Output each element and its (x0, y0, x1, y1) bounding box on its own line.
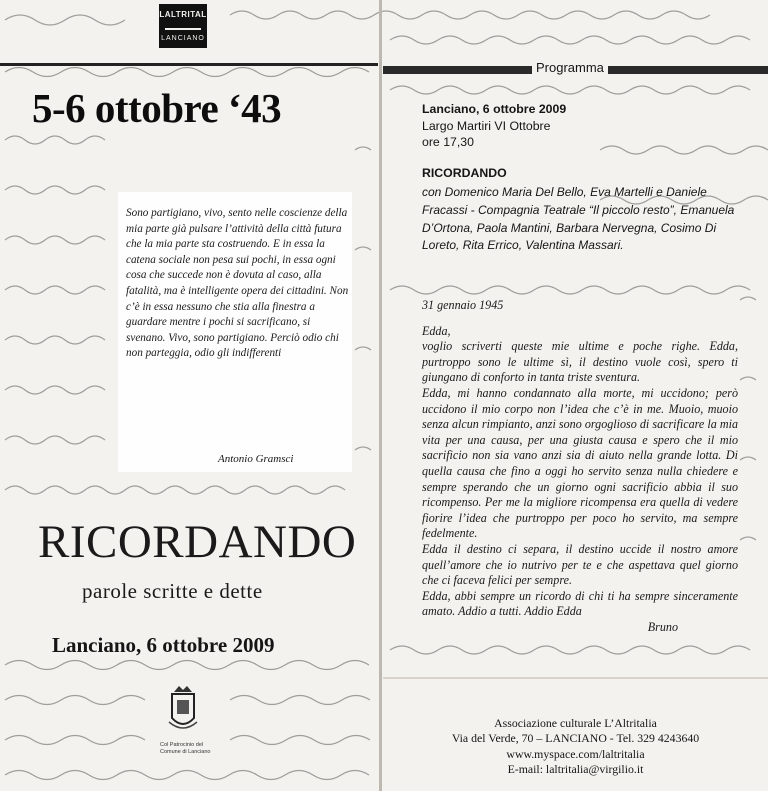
dates-title: 5-6 ottobre ‘43 (32, 85, 282, 131)
letter-signature: Bruno (647, 619, 678, 634)
association-name: Associazione culturale L’Altritalia (494, 716, 657, 730)
ricordando-title: RICORDANDO (38, 516, 357, 568)
event-place: Largo Martiri VI Ottobre (422, 118, 551, 133)
letter (422, 298, 738, 635)
subtitle: parole scritte e dette (82, 579, 263, 603)
association-contact (383, 716, 768, 778)
place-date: Lanciano, 6 ottobre 2009 (52, 633, 275, 657)
logo-line-2: LANCIANO (161, 35, 205, 42)
letter-paragraph: Edda il destino ci separa, il destino uccide il nostro amore quell’amore che io nutrivo per te e che aspettava quel giorno che ci faceva felici per sempre. (422, 541, 738, 588)
panel-divider (379, 0, 382, 791)
association-address: Via del Verde, 70 – LANCIANO - Tel. 329 4243640 (451, 731, 700, 746)
altritalia-logo (159, 4, 207, 48)
event-info (422, 101, 566, 151)
letter-paragraph: voglio scriverti queste mie ultime e poche righe. Edda, purtroppo sono le ultime sì, il destino vuole così, spero ti giungano di conforto in tanta triste sventura. (422, 339, 738, 385)
letter-date: 31 gennaio 1945 (422, 298, 504, 312)
gramsci-quote: Sono partigiano, vivo, sento nelle coscienze della mia parte già pulsare l’attività della città futura che la mia parte sta costruendo. E in essa la catena sociale non pesa sui pochi, in essa ogni cosa che succede non è dovuta al caso, alla fatalità, ma è intelligente opera dei cittadini. Non c’è in essa nessuno che stia alla finestra a guardare mentre i pochi si sacrificano, si svenano. Vivo, sono partigiano. Perciò odio chi non parteggia, odio gli indifferenti (126, 207, 349, 360)
programma-label: Programma (532, 60, 608, 75)
logo-line-1: LALTRITAL (159, 10, 207, 19)
quote-author: Antonio Gramsci (218, 453, 294, 465)
ricordando-program-title: RICORDANDO (422, 166, 507, 180)
left-top-rule (0, 63, 378, 66)
letter-paragraph: Edda, (422, 323, 451, 338)
footer-rule (383, 677, 768, 679)
crest-caption: Col Patrocinio del Comune di Lanciano (160, 742, 211, 755)
municipal-crest-icon (166, 682, 200, 740)
event-city-date: Lanciano, 6 ottobre 2009 (422, 102, 567, 116)
cast-list: con Domenico Maria Del Bello, Eva Martelli e Daniele Fracassi - Compagnia Teatrale “Il piccolo resto”, Emanuela D’Ortona, Paola Mantini, Barbara Nervegna, Cosimo Di Loreto, Rita Errico, Valentina Massari. (422, 185, 735, 253)
association-email: E-mail: laltritalia@virgilio.it (507, 762, 644, 777)
event-time: ore 17,30 (422, 135, 474, 149)
letter-paragraph: Edda, abbi sempre un ricordo di chi ti ha sempre sinceramente amato. Addio a tutti. Addio Edda (422, 588, 738, 619)
association-website: www.myspace.com/laltritalia (506, 746, 645, 761)
logo-bar (165, 28, 201, 30)
letter-paragraph: Edda, mi hanno condannato alla morte, mi uccidono; però uccidono il mio corpo non l’idea che c’è in me. Muoio, muoio senza alcun rimpianto, anzi sono orgoglioso di sacrificare la mia vita per una causa, per una giusta causa e spero che il mio sacrificio non sia vano anzi sia di aiuto nella grande lotta. Di quella causa che fino a oggi ho servito senza nulla chiedere e sempre sperando che un giorno ogni sacrificio abbia il suo ricompenso. Per me la migliore ricompensa era quella di vedere fiorire l’idea che purtroppo per poco ho servito, ma sempre fedelmente. (422, 385, 738, 541)
